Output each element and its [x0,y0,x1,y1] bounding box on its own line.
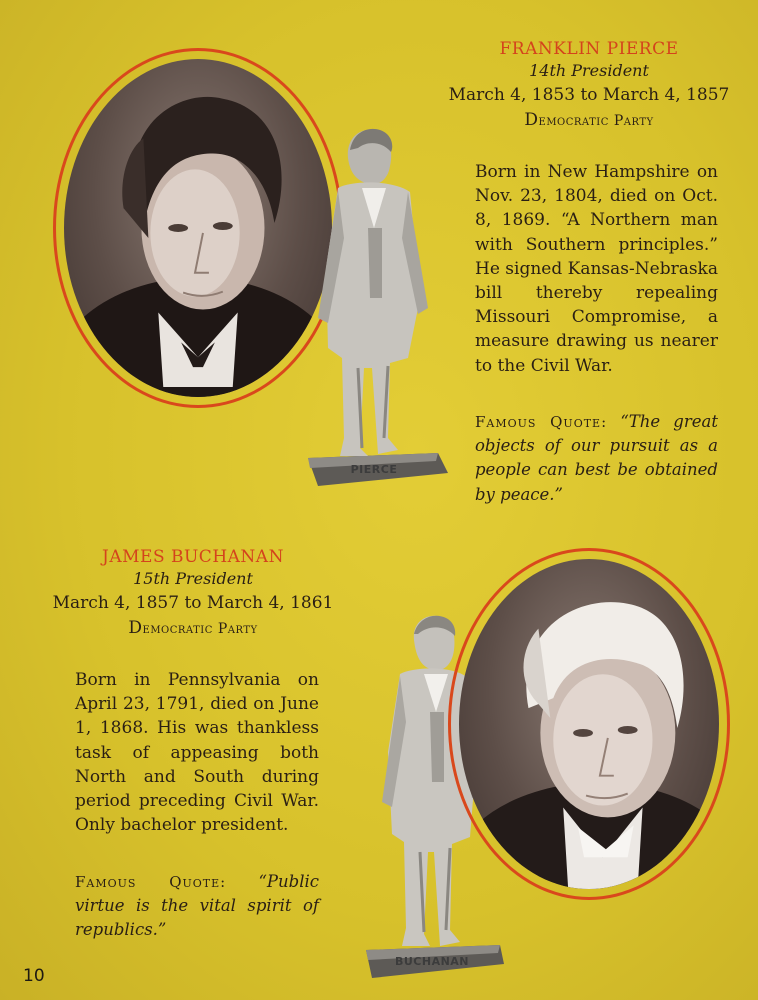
pierce-quote-label: Famous Quote: [475,413,608,431]
pierce-portrait [64,59,332,397]
pierce-statue-base-label: PIERCE [350,463,398,476]
page-number: 10 [23,966,45,986]
buchanan-quote-label: Famous Quote: [75,873,227,891]
buchanan-portrait-frame [448,548,730,900]
pierce-famous-quote [475,410,718,507]
pierce-quote-text: “The great objects of our pursuit as a people can best be obtained by peace.” [475,412,718,504]
pierce-ordinal: 14th President [529,61,649,80]
buchanan-biography: Born in Pennsylvania on April 23, 1791, died on June 1, 1868. His was thankless task of appeasing both North and South during period preceding Civil War. Only bachelor president. [75,670,319,836]
buchanan-party: Democratic Party [128,618,258,638]
pierce-biography: Born in New Hampshire on Nov. 23, 1804, died on Oct. 8, 1869. “A Northern man with Southern principles.” He signed Kansas-Nebraska bill thereby repealing Missouri Compromise, a measure drawing us nearer to the Civil War. [475,162,718,376]
pierce-heading [430,38,748,133]
buchanan-famous-quote [75,870,319,943]
pierce-statue-figure [298,118,450,490]
pierce-party: Democratic Party [524,110,654,130]
buchanan-statue-base-label: BUCHANAN [394,955,470,968]
buchanan-term: March 4, 1857 to March 4, 1861 [52,593,334,613]
pierce-term: March 4, 1853 to March 4, 1857 [448,85,730,105]
pierce-name: FRANKLIN PIERCE [499,39,679,59]
buchanan-portrait [459,559,719,889]
buchanan-name: JAMES BUCHANAN [102,547,284,567]
buchanan-heading [38,546,348,641]
buchanan-ordinal: 15th President [133,569,253,588]
buchanan-quote-text: “Public virtue is the vital spirit of republics.” [75,872,319,940]
